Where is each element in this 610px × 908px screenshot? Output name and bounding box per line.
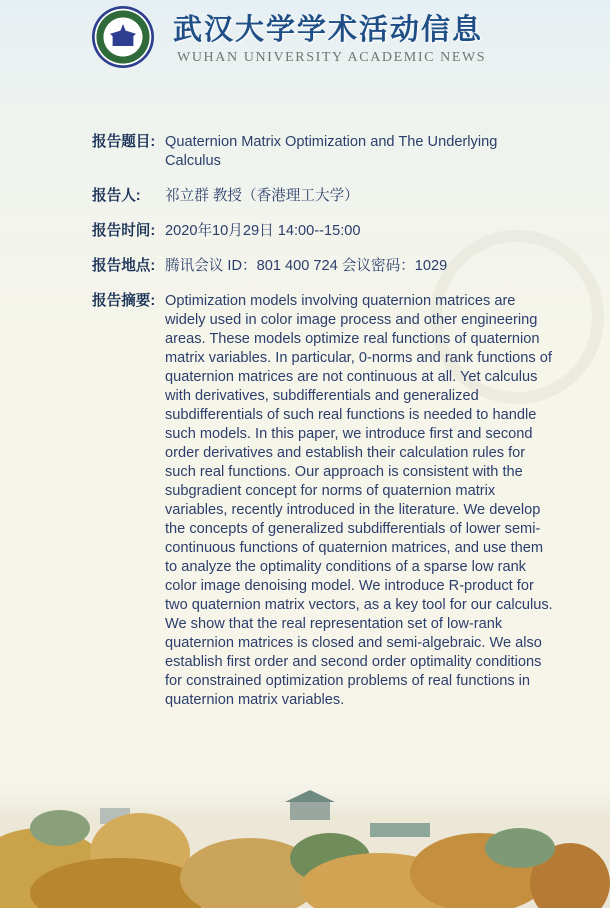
field-value: 腾讯会议 ID：801 400 724 会议密码：1029 — [165, 258, 448, 274]
field-value: Quaternion Matrix Optimization and The Underlying Calculus — [165, 134, 498, 169]
field-label: 报告题目: — [92, 134, 156, 150]
field-location — [92, 257, 553, 276]
page-title: 武汉大学学术活动信息 — [173, 12, 484, 46]
field-label: 报告摘要: — [92, 293, 156, 309]
university-logo — [92, 6, 154, 68]
campus-scenery-image — [0, 778, 610, 908]
field-value: 2020年10月29日 14:00--15:00 — [165, 223, 361, 239]
field-value: 祁立群 教授（香港理工大学） — [165, 188, 359, 204]
field-abstract — [92, 292, 553, 710]
field-label: 报告地点: — [92, 258, 156, 274]
building-icon — [110, 24, 136, 46]
field-label: 报告时间: — [92, 223, 156, 239]
field-label: 报告人: — [92, 188, 141, 204]
page-subtitle: WUHAN UNIVERSITY ACADEMIC NEWS — [177, 50, 487, 65]
field-time — [92, 222, 553, 241]
field-value: Optimization models involving quaternion matrices are widely used in color image process and other engineering areas. These models optimize real functions of quaternion matrix variables. In particular, 0-norms and rank functions of quaternion matrices are not continuous at all. Yet calculus with derivatives, subdifferentials and generalized subdifferentials of such real functions is needed to handle such models. In this paper, we introduce first and second order derivatives and establish their calculation rules for such real functions. Our approach is consistent with the subgradient concept for norms of quaternion matrix variables, recently introduced in the literature. We develop the concepts of generalized subdifferentials of lower semi-continuous functions of quaternion matrices, and use them to analyze the optimality conditions of a sparse low rank color image denoising model. We introduce R-product for two quaternion matrix vectors, as a key tool for our calculus. We show that the real representation set of low-rank quaternion matrices is closed and semi-algebraic. We also establish first order and second order optimality conditions for constrained optimization problems of real functions in quaternion matrix variables. — [165, 293, 553, 708]
header — [92, 6, 522, 70]
field-speaker — [92, 187, 553, 206]
field-title — [92, 133, 553, 171]
